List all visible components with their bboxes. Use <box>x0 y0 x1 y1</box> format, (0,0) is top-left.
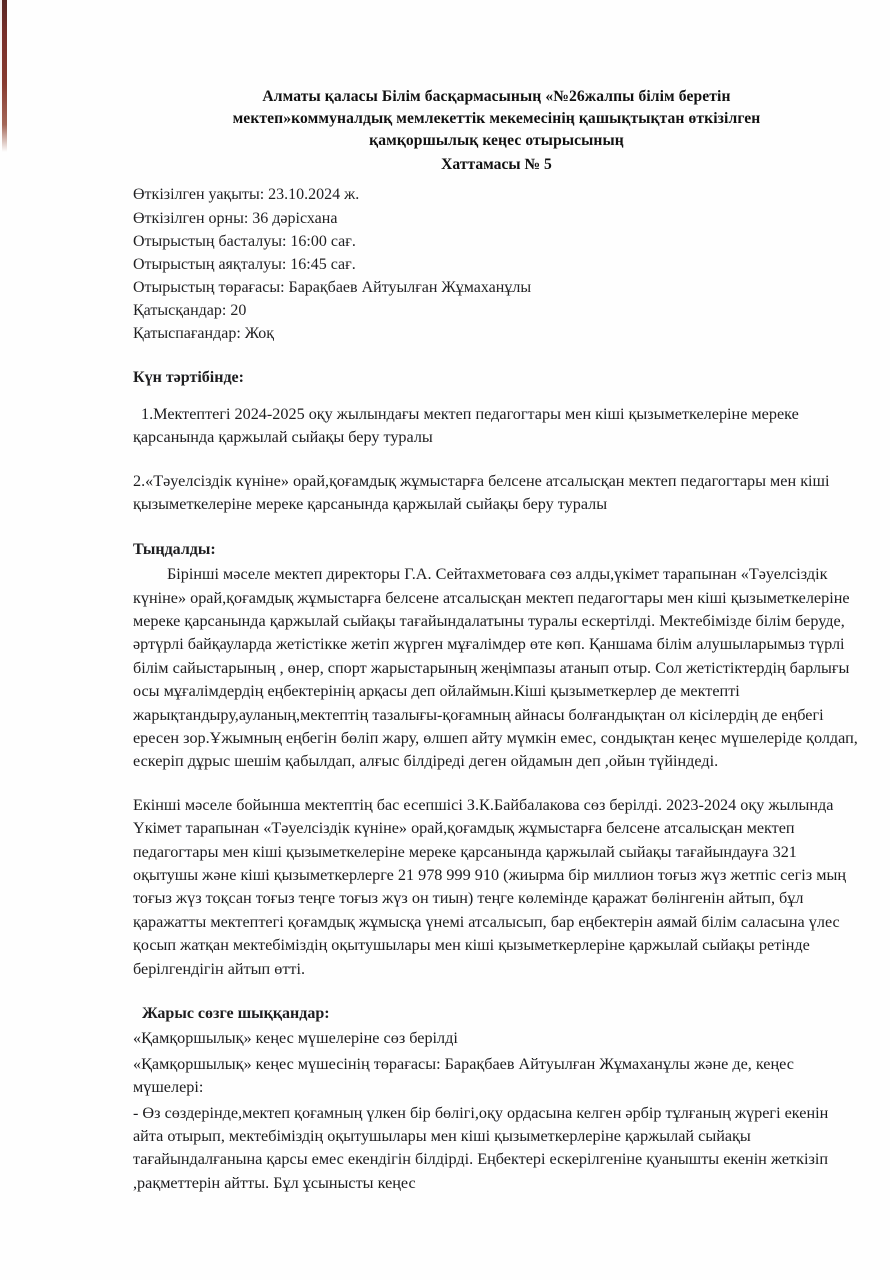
meta-chairperson: Отырыстың төрағасы: Барақбаев Айтуылған Жұмаханұлы <box>133 278 532 296</box>
document-title-line-1: Алматы қаласы Білім басқармасының «№26жалпы білім беретін <box>262 88 731 105</box>
document-title-line-3: қамқоршылық кеңес отырысының <box>369 132 624 150</box>
debate-line-2: «Қамқоршылық» кеңес мүшесінің төрағасы: Барақбаев Айтуылған Жұмаханұлы және де, кеңес мүшелері: <box>133 1054 794 1097</box>
agenda-heading: Күн тәртібінде: <box>133 368 244 386</box>
scan-edge-highlight <box>0 0 2 150</box>
document-title-line-2: мектеп»коммуналдық мемлекеттік мекемесінің қашықтықтан өткізілген <box>232 110 761 128</box>
debate-line-1: «Қамқоршылық» кеңес мүшелеріне сөз берілді <box>133 1029 458 1048</box>
meta-location: Өткізілген орны: 36 дәрісхана <box>133 209 338 227</box>
meta-date: Өткізілген уақыты: 23.10.2024 ж. <box>133 186 360 204</box>
heard-paragraph-2: Екінші мәселе бойынша мектептің бас есепшісі З.К.Байбалакова сөз берілді. 2023-2024 оқу жылында Үкімет тарапынан «Тәуелсіздік күніне» орай,қоғамдық жұмыстарға белсене атсалысқан мектеп педагогтары мен кіші қызыметкелеріне мереке қарсанында қаржылай сыйақы тағайындауға 321 оқытушы және кіші қызыметкерлерге 21 978 999 910 (жиырма бір миллион тоғыз жүз жетпіс сегіз мың тоғыз жүз тоқсан тоғыз теңге тоғыз жүз он тиын) теңге көлемінде қаражат бөлінгенін айтып, бұл қаражатты мектептегі қоғамдық жұмысқа үнемі атсалысып, бар еңбектерін аямай білім саласына үлес қосып жатқан мектебіміздің оқытушылары мен кіші қызыметкерлеріне қаржылай сыйақы ретінде берілгендігін айтып өтті. <box>133 795 846 978</box>
heard-heading: Тыңдалды: <box>133 540 216 558</box>
document-body <box>133 86 860 1195</box>
debate-line-3: - Өз сөздерінде,мектеп қоғамның үлкен бір бөлігі,оқу ордасына келген әрбір тұлғаның жүрегі екенін айта отырып, мектебіміздің оқытушылары мен кіші қызыметкерлеріне қаржылай сыйақы тағайындалғанына қарсы емес екендігін білдірді. Еңбектері ескерілгеніне қуанышты екенін жеткізіп ,рақметтерін айтты. Бұл ұсынысты кеңес <box>133 1103 829 1192</box>
meeting-metadata <box>133 183 860 344</box>
meta-absentees: Қатыспағандар: Жоқ <box>133 324 275 342</box>
agenda-item-1: 1.Мектептегі 2024-2025 оқу жылындағы мектеп педагогтары мен кіші қызыметкелеріне мереке қарсанында қаржылай сыйақы беру туралы <box>133 405 799 447</box>
debate-heading: Жарыс сөзге шыққандар: <box>142 1005 330 1022</box>
scan-edge-artifact <box>2 0 7 152</box>
meta-start-time: Отырыстың басталуы: 16:00 сағ. <box>133 232 356 250</box>
meta-attendees: Қатысқандар: 20 <box>133 301 247 319</box>
meta-end-time: Отырыстың аяқталуы: 16:45 сағ. <box>133 255 356 273</box>
document-title <box>133 86 860 152</box>
agenda-item-2: 2.«Тәуелсіздік күніне» орай,қоғамдық жұмыстарға белсене атсалысқан мектеп педагогтары мен кіші қызыметкелеріне мереке қарсанында қаржылай сыйақы беру туралы <box>133 471 830 514</box>
protocol-number: Хаттамасы № 5 <box>441 156 552 174</box>
heard-paragraph-1: Бірінші мәселе мектеп директоры Г.А. Сейтахметоваға сөз алды,үкімет тарапынан «Тәуелсіздік күніне» орай,қоғамдық жұмыстарға белсене атсалысқан мектеп педагогтары мен кіші қызыметкелеріне мереке қарсанында қаржылай сыйақы тағайындалатыны туралы ескертілді. Мектебімізде білім беруде, әртүрлі байқауларда жетістікке жетіп жүрген мұғалімдер өте көп. Қаншама білім алушыларымыз түрлі білім сайыстарының , өнер, спорт жарыстарының жеңімпазы атанып отыр. Сол жетістіктердің барлығы осы мұғалімдердің еңбектерінің арқасы деп ойлаймын.Кіші қызыметкерлер де мектепті жарықтандыру,ауланың,мектептің тазалығы-қоғамның айнасы болғандықтан ол кісілердің де еңбегі ересен зор.Ұжымның еңбегін бөліп жару, өлшеп айту мүмкін емес, сондықтан кеңес мүшелеріде қолдап, ескеріп дұрыс шешім қабылдап, алғыс білдіреді деген ойдамын деп ,ойын түйіндеді. <box>133 565 858 771</box>
